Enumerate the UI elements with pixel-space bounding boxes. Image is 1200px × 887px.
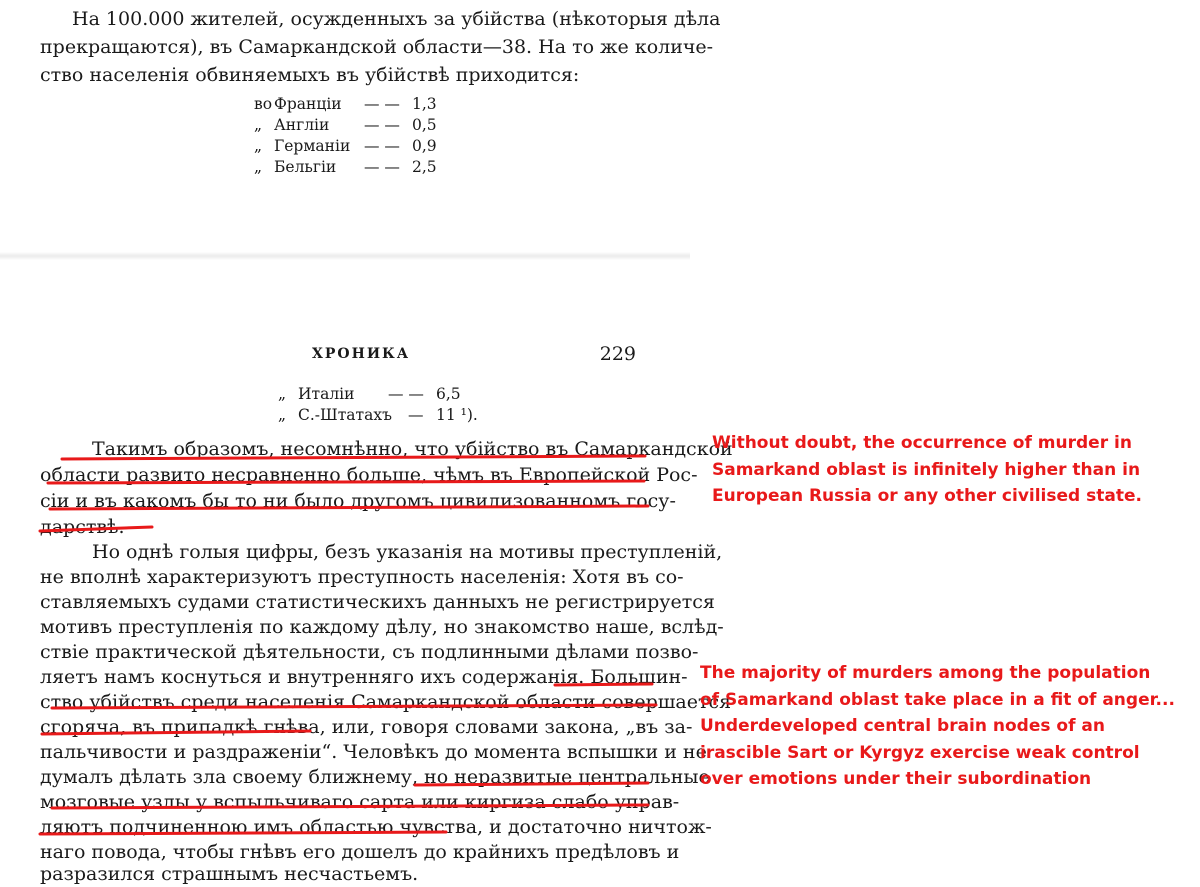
annotation-line: irascible Sart or Kyrgyz exercise weak control [700, 742, 1140, 763]
country: Германіи [274, 137, 351, 155]
ditto-mark: „ [254, 116, 263, 134]
text-line: мотивъ преступленія по каждому дѣлу, но знакомство наше, вслѣд- [40, 616, 724, 638]
annotation-line: Samarkand oblast is infinitely higher than in [712, 459, 1141, 480]
country: Италіи [298, 385, 355, 403]
table-row [254, 115, 452, 136]
text-line: дарствѣ. [40, 516, 125, 538]
dash: — — [364, 95, 400, 113]
text-line: ство населенія обвиняемыхъ въ убійствѣ приходится: [40, 64, 580, 86]
dash: — [408, 406, 424, 424]
value: 6,5 [436, 385, 461, 403]
statistics-table-top [254, 94, 452, 178]
text-line: ствіе практической дѣятельности, съ подлинными дѣлами позво- [40, 641, 699, 663]
text-line: думалъ дѣлать зла своему ближнему, но неразвитые центральные [40, 766, 710, 788]
dash: — — [364, 116, 400, 134]
text-line: Такимъ образомъ, несомнѣнно, что убійство въ Самаркандской [92, 438, 733, 460]
text-line: сгоряча, въ припадкѣ гнѣва, или, говоря словами закона, „въ за- [40, 716, 693, 738]
text-line: области развито несравненно больше, чѣмъ въ Европейской Рос- [40, 464, 698, 486]
dash: — — [364, 137, 400, 155]
text-line: разразился страшнымъ несчастьемъ. [40, 863, 419, 885]
text-line: мозговые узлы у вспыльчиваго сарта или киргиза слабо управ- [40, 791, 680, 813]
table-row [254, 157, 452, 178]
page-number: 229 [599, 343, 636, 365]
table-row [254, 94, 452, 115]
table-row [278, 384, 496, 405]
text-line: ставляемыхъ судами статистическихъ данныхъ не регистрируется [40, 591, 715, 613]
statistics-table-bottom [278, 384, 496, 426]
annotation-line: of Samarkand oblast take place in a fit of anger... [700, 689, 1175, 710]
table-row [254, 136, 452, 157]
text-line: ляетъ намъ коснуться и внутренняго ихъ содержанія. Большин- [40, 666, 688, 688]
text-line: прекращаются), въ Самаркандской области—38. На то же количе- [40, 36, 714, 58]
text-line: не вполнѣ характеризуютъ преступность населенія: Хотя въ со- [40, 566, 684, 588]
text-line: пальчивости и раздраженіи“. Человѣкъ до момента вспышки и не [40, 741, 707, 763]
annotation-motives [700, 660, 1190, 793]
ditto-mark: во [254, 95, 273, 113]
value: 11 ¹). [436, 406, 478, 424]
running-title: ХРОНИКА [312, 346, 411, 362]
annotation-line: over emotions under their subordination [700, 769, 1092, 789]
country: Бельгіи [274, 158, 337, 176]
text-line: сіи и въ какомъ бы то ни было другомъ цивилизованномъ госу- [40, 490, 676, 512]
annotation-conclusion [712, 430, 1200, 510]
annotation-line: European Russia or any other civilised state. [712, 486, 1142, 506]
text-line: Но однѣ голыя цифры, безъ указанія на мотивы преступленій, [92, 541, 723, 563]
text-line: ляютъ подчиненною имъ областью чувства, и достаточно ничтож- [40, 816, 712, 838]
annotation-line: The majority of murders among the population [700, 663, 1151, 683]
ditto-mark: „ [254, 158, 263, 176]
top-page-fragment [0, 0, 721, 250]
dash: — — [364, 158, 400, 176]
ditto-mark: „ [254, 137, 263, 155]
table-row [278, 405, 496, 426]
annotation-line: Without doubt, the occurrence of murder in [712, 433, 1132, 453]
value: 0,5 [412, 116, 437, 134]
annotation-line: Underdeveloped central brain nodes of an [700, 716, 1105, 736]
dash: — — [388, 385, 424, 403]
value: 2,5 [412, 158, 437, 176]
ditto-mark: „ [278, 406, 287, 424]
page-divider [0, 252, 690, 260]
country: Англіи [274, 116, 330, 134]
country: Франціи [274, 95, 342, 113]
page-header [40, 343, 640, 370]
value: 1,3 [412, 95, 437, 113]
country: С.-Штатахъ [298, 406, 392, 424]
text-line: ство убійствъ среди населенія Самаркандской области совершается [40, 691, 732, 713]
value: 0,9 [412, 137, 437, 155]
text-line: На 100.000 жителей, осужденныхъ за убійства (нѣкоторыя дѣла [72, 8, 721, 30]
text-line: наго повода, чтобы гнѣвъ его дошелъ до крайнихъ предѣловъ и [40, 841, 680, 863]
ditto-mark: „ [278, 385, 287, 403]
